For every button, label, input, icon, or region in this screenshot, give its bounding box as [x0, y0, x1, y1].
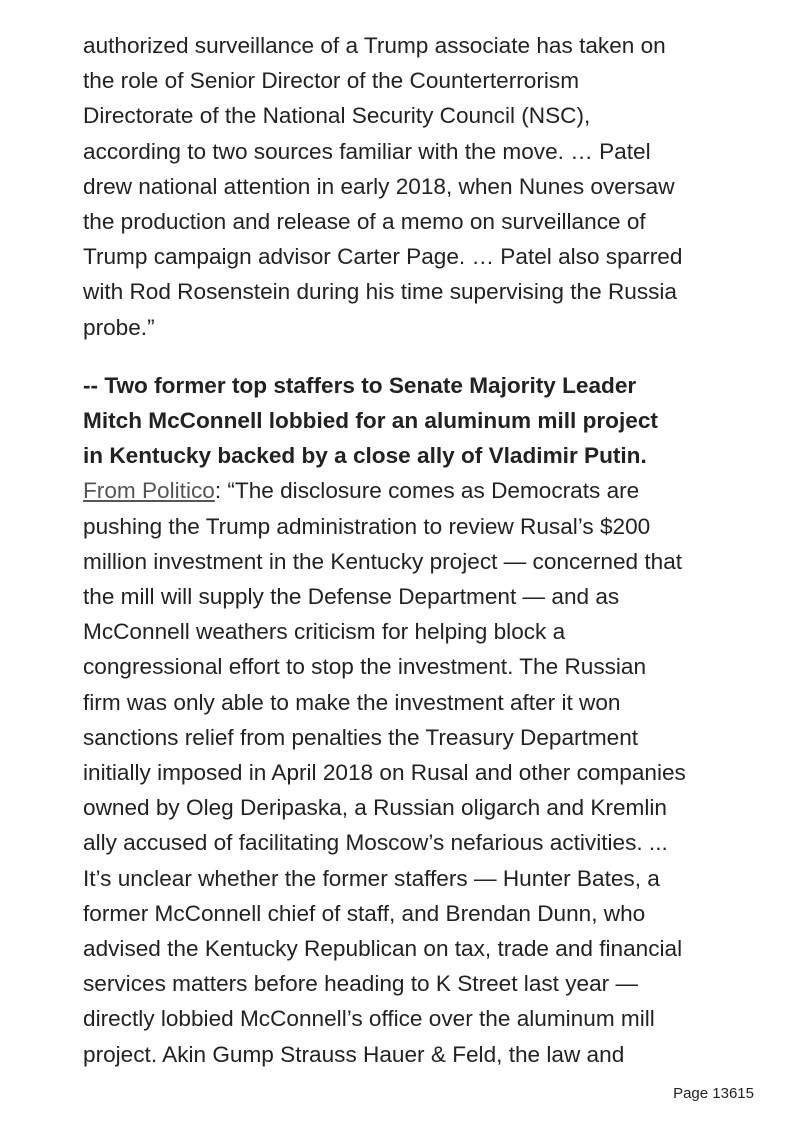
- text-line: the mill will supply the Defense Department — and as: [83, 584, 620, 610]
- text-line: ally accused of facilitating Moscow’s nefarious activities. ...: [83, 830, 668, 856]
- text-line: It’s unclear whether the former staffers — Hunter Bates, a: [83, 865, 660, 891]
- text-line: authorized surveillance of a Trump associate has taken on: [83, 33, 666, 58]
- text-segment: : “The disclosure comes as Democrats are: [214, 478, 640, 504]
- text-line: the role of Senior Director of the Counterterrorism: [83, 68, 580, 94]
- text-line: million investment in the Kentucky project — concerned that: [83, 548, 683, 574]
- text-line: drew national attention in early 2018, when Nunes oversaw: [83, 173, 675, 199]
- text-line: Directorate of the National Security Council (NSC),: [83, 103, 591, 129]
- text-line: [83, 473, 763, 508]
- text-line: former McConnell chief of staff, and Brendan Dunn, who: [83, 900, 646, 926]
- paragraph-1: [83, 28, 763, 345]
- text-line: the production and release of a memo on surveillance of: [83, 209, 646, 235]
- headline-line: Mitch McConnell lobbied for an aluminum mill project: [83, 408, 658, 434]
- text-line: with Rod Rosenstein during his time supervising the Russia: [83, 279, 678, 305]
- text-line: services matters before heading to K Street last year —: [83, 971, 639, 997]
- paragraph-2: [83, 368, 763, 1072]
- page-number: Page 13615: [673, 1085, 754, 1102]
- text-line: initially imposed in April 2018 on Rusal and other companies: [83, 760, 686, 786]
- text-line: sanctions relief from penalties the Treasury Department: [83, 724, 639, 750]
- text-line: project. Akin Gump Strauss Hauer & Feld, the law and: [83, 1041, 625, 1067]
- text-line: directly lobbied McConnell’s office over the aluminum mill: [83, 1006, 655, 1032]
- text-line: congressional effort to stop the investment. The Russian: [83, 654, 647, 680]
- headline-line: in Kentucky backed by a close ally of Vladimir Putin.: [83, 443, 647, 469]
- headline-line: -- Two former top staffers to Senate Majority Leader: [83, 372, 637, 398]
- text-line: owned by Oleg Deripaska, a Russian oligarch and Kremlin: [83, 795, 667, 821]
- text-line: according to two sources familiar with the move. … Patel: [83, 138, 651, 164]
- politico-source-link[interactable]: From Politico: [83, 478, 215, 504]
- text-line: McConnell weathers criticism for helping block a: [83, 619, 566, 645]
- text-line: Trump campaign advisor Carter Page. … Patel also sparred: [83, 244, 683, 270]
- text-line: probe.”: [83, 314, 155, 340]
- document-body: [83, 28, 763, 1072]
- text-line: advised the Kentucky Republican on tax, trade and financial: [83, 936, 683, 962]
- text-line: firm was only able to make the investment after it won: [83, 689, 621, 715]
- text-line: pushing the Trump administration to review Rusal’s $200: [83, 513, 651, 539]
